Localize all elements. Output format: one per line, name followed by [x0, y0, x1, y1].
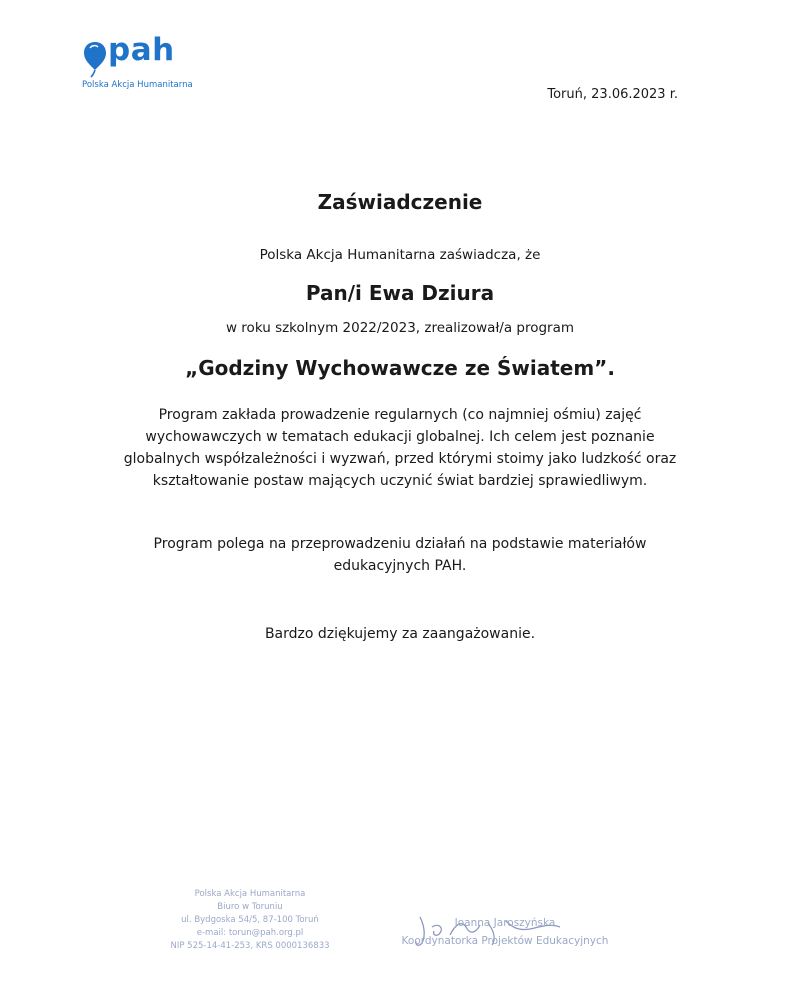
organization-stamp	[150, 888, 350, 953]
program-name: „Godziny Wychowawcze ze Światem”.	[185, 356, 615, 380]
signer-role: Koordynatorka Projektów Edukacyjnych	[401, 935, 609, 947]
program-description: Program zakłada prowadzenie regularnych (co najmniej ośmiu) zajęć wychowawczych w tematach edukacji globalnej. Ich celem jest poznanie globalnych współzależności i wyzwań, przed którymi stoimy jako ludzkość oraz kształtowanie postaw mających uczynić świat bardziej sprawiedliwym.	[123, 407, 677, 489]
stamp-line: e-mail: torun@pah.org.pl	[196, 928, 304, 938]
stamp-line: Polska Akcja Humanitarna	[194, 889, 306, 899]
pah-logo	[82, 32, 212, 94]
stamp-line: Biuro w Toruniu	[217, 902, 283, 912]
signer-name: Joanna Jaroszyńska	[454, 917, 556, 929]
school-year-line: w roku szkolnym 2022/2023, zrealizował/a program	[225, 320, 575, 336]
logo-subtitle: Polska Akcja Humanitarna	[82, 80, 193, 90]
stamp-line: ul. Bydgoska 54/5, 87-100 Toruń	[181, 915, 319, 925]
stamp-line: NIP 525-14-41-253, KRS 0000136833	[170, 941, 330, 951]
handwritten-signature	[410, 905, 570, 955]
thanks-line: Bardzo dziękujemy za zaangażowanie.	[264, 626, 536, 642]
intro-line: Polska Akcja Humanitarna zaświadcza, że	[259, 247, 541, 263]
program-method: Program polega na przeprowadzeniu działań na podstawie materiałów edukacyjnych PAH.	[153, 536, 647, 574]
pah-heart-balloon-icon	[82, 38, 108, 78]
logo-wordmark: pah	[108, 32, 175, 68]
signature-block	[380, 905, 640, 965]
document-title: Zaświadczenie	[317, 190, 483, 214]
document-date: Toruń, 23.06.2023 r.	[547, 87, 678, 102]
recipient-name: Pan/i Ewa Dziura	[305, 281, 495, 305]
